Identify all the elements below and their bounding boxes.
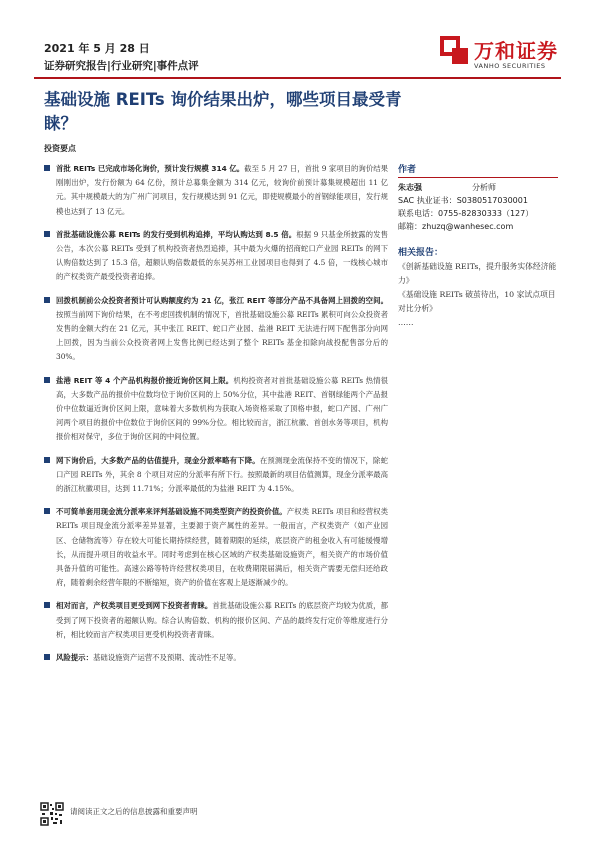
logo-chinese-name: 万和证券 bbox=[474, 39, 558, 63]
related-report-more: …… bbox=[398, 318, 414, 327]
company-logo bbox=[440, 34, 560, 76]
logo-english-name: VANHO SECURITIES bbox=[474, 62, 546, 70]
square-bullet-icon bbox=[44, 654, 50, 660]
risk-warning bbox=[44, 651, 388, 665]
footer-disclaimer: 请阅读正文之后的信息披露和重要声明 bbox=[70, 807, 198, 816]
key-point-7 bbox=[44, 599, 388, 642]
key-point-text: 截至 5 月 27 日，首批 9 家项目的询价结果刚刚出炉，发行份额为 64 亿份，预计总募集金额为 314 亿元，较询价前预计募集规模超出 11 亿元。其中规模最大的为广州广河项目，发行规模达到 91 亿元，即使规模最小的首钢绿能项目，发行规模也达到了 13 亿元。 bbox=[56, 164, 389, 216]
square-bullet-icon bbox=[44, 165, 50, 171]
email-row bbox=[398, 220, 558, 233]
phone-label: 联系电话： bbox=[398, 209, 438, 218]
square-bullet-icon bbox=[44, 457, 50, 463]
report-date: 2021 年 5 月 28 日 bbox=[44, 42, 150, 55]
key-point-heading: 不可简单套用现金流分派率来评判基础设施不同类型资产的投资价值。 bbox=[56, 507, 287, 517]
key-point-5 bbox=[44, 454, 388, 497]
related-report-item[interactable]: 《基础设施 REITs 破茧待出，10 家试点项目对比分析》 bbox=[398, 290, 556, 313]
key-point-heading: 回拨机制前公众投资者预计可认购额度约为 21 亿，张江 REIT 等部分产品不具备网上回拨的空间。 bbox=[56, 295, 388, 305]
analyst-role: 分析师 bbox=[472, 183, 496, 192]
key-point-1 bbox=[44, 162, 388, 219]
key-point-text: 根据 9 只基金所披露的发售公告，本次公募 REITs 受到了机构投资者热烈追捧，其中最为火爆的招商蛇口产业园 REITs 的网下认购倍数达到了 15.3 倍，超额认购倍数最低的东吴苏州工业园项目也得到了 4.5 倍，一线核心城市的产权类资产最受投资者追捧。 bbox=[56, 229, 388, 282]
key-point-heading: 首批 REITs 已完成市场化询价，预计发行规模 314 亿。 bbox=[56, 164, 245, 173]
report-type: 证券研究报告|行业研究|事件点评 bbox=[44, 60, 199, 72]
email-address[interactable]: zhuzq@wanhesec.com bbox=[422, 222, 514, 231]
square-bullet-icon bbox=[44, 377, 50, 383]
sidebar bbox=[398, 162, 558, 330]
license-label: SAC 执业证书： bbox=[398, 196, 457, 205]
key-point-text: 产权类 REITs 项目和经营权类 REITs 项目现金流分派率差异显著，主要源于资产属性的差异。一般而言，产权类资产（如产业园区、仓储物流等）存在较大可能长期持续经营，随着期限的延续，底层资产的租金收入有可能缓慢增长，从而提升项目的收益水平。同时考虑到在核心区域的产权类基础设施资产，相关资产的市场价值具备升值的可能性。高速公路等特许经营权类项目，在收费期限届满后，相关资产需要无偿归还给政府，随着剩余经营年限的不断缩短，资产的价值在客观上是逐渐减少的。 bbox=[56, 507, 388, 588]
logo-mark-icon bbox=[440, 36, 470, 68]
key-point-6 bbox=[44, 505, 388, 590]
analyst-name: 朱志强 bbox=[398, 183, 422, 192]
phone-row bbox=[398, 207, 558, 220]
key-point-3 bbox=[44, 294, 388, 365]
square-bullet-icon bbox=[44, 297, 50, 303]
main-content bbox=[44, 162, 388, 674]
key-point-text: 机构投资者对首批基础设施公募 REITs 热情很高，大多数产品的报价中位数均位于询价区间的上 50%分位，其中盐港 REIT、首钢绿能两个产品报价中位数逼近询价区间上限，意味着大多数机构为获取入场资格采取了顶格申报，蛇口产园、广州广河两个项目的报价中位数位于询价区间的 99%分位。相比较而言，浙江杭徽、首创水务等项目，机构报价相对保守，多位于询价区间的中间位置。 bbox=[56, 375, 389, 442]
phone-number: 0755-82830333（127） bbox=[438, 209, 534, 218]
analyst-row bbox=[398, 181, 558, 194]
square-bullet-icon bbox=[44, 231, 50, 237]
qr-code-icon bbox=[40, 802, 64, 826]
square-bullet-icon bbox=[44, 602, 50, 608]
license-row bbox=[398, 194, 558, 207]
email-label: 邮箱： bbox=[398, 222, 422, 231]
key-point-text: 首批基础设施公募 REITs 的底层资产均较为优质，都受到了网下投资者的超额认购。综合认购倍数、机构的报价区间、产品的最终发行定价等维度进行分析，相比较而言产权类项目更受机构投资者青睐。 bbox=[56, 601, 388, 639]
key-point-heading: 盐港 REIT 等 4 个产品机构报价接近询价区间上限。 bbox=[56, 375, 234, 385]
key-point-2 bbox=[44, 228, 388, 285]
key-point-heading: 网下询价后，大多数产品的估值提升，现金分派率略有下降。 bbox=[56, 455, 260, 465]
key-point-4 bbox=[44, 374, 388, 445]
key-point-heading: 相对而言，产权类项目更受到网下投资者青睐。 bbox=[56, 601, 213, 611]
author-heading: 作者 bbox=[398, 162, 558, 178]
key-point-heading: 首批基础设施公募 REITs 的发行受到机构追捧，平均认购达到 8.5 倍。 bbox=[56, 229, 297, 239]
page-title: 基础设施 REITs 询价结果出炉，哪些项目最受青睐？ bbox=[44, 90, 402, 133]
key-point-text: 在预测现金流保持不变的情况下，除蛇口产园 REITs 外，其余 8 个项目对应的分派率有所下行。按照最新的项目估值测算，现金分派率最高的浙江杭徽项目，达到 11.71%；分派率最低的为盐港 REIT 为 4.15%。 bbox=[56, 455, 388, 494]
risk-warning-text: 基础设施资产运营不及预期、流动性不足等。 bbox=[92, 653, 241, 663]
square-bullet-icon bbox=[44, 508, 50, 514]
related-report-item[interactable]: 《创新基础设施 REITs，提升服务实体经济能力》 bbox=[398, 262, 557, 285]
license-number: S0380517030001 bbox=[456, 196, 528, 205]
key-point-text: 按照当前网下询价结果，在不考虑回拨机制的情况下，首批基础设施公募 REITs 累积可向公众投资者发售的金额大约在 21 亿元，其中张江 REIT、蛇口产业园、盐港 REIT 无法进行网下配售部分向网上回拨，因为当前公众投资者网上发售比例已经达到了整个 REITs 基金扣除向战投配售部分后的 30%。 bbox=[56, 309, 388, 362]
related-reports-heading: 相关报告： bbox=[398, 248, 444, 258]
risk-warning-heading: 风险提示： bbox=[56, 653, 93, 663]
key-points-label: 投资要点 bbox=[44, 144, 76, 153]
header-divider bbox=[34, 77, 561, 79]
